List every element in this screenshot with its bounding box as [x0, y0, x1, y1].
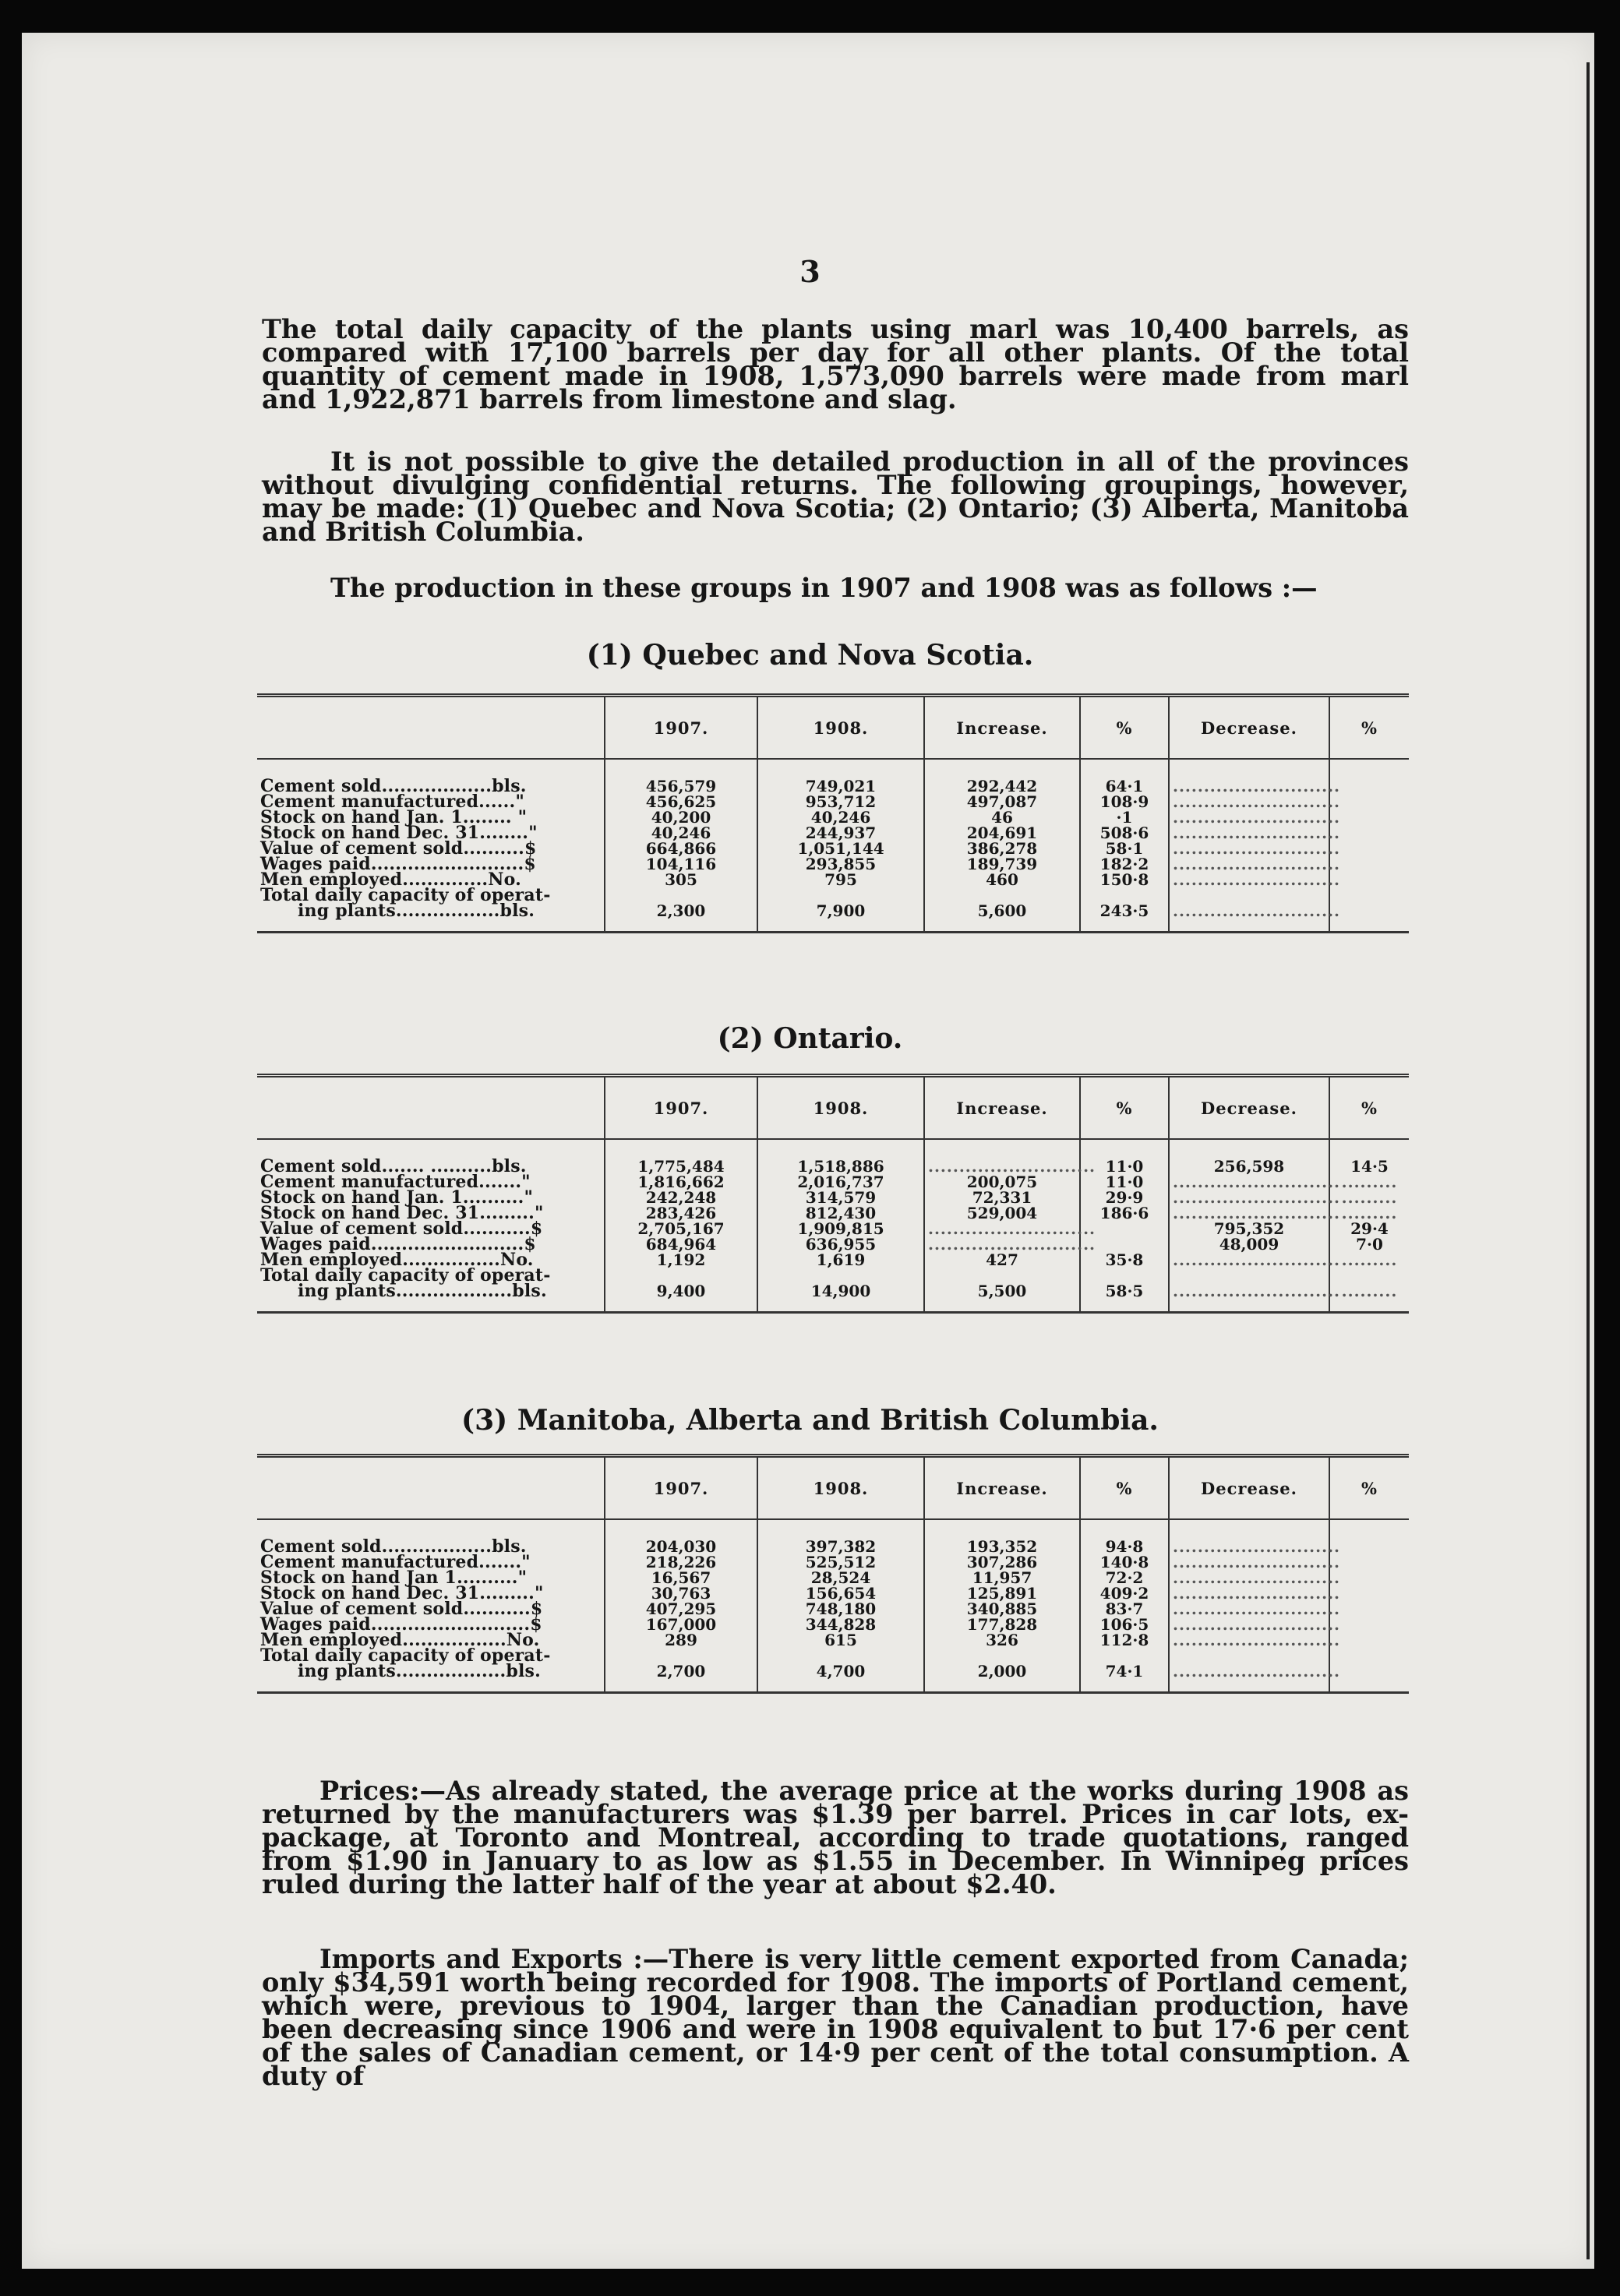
col-header-item [257, 1456, 605, 1520]
table-row [257, 1139, 1409, 1174]
value-1908: 1,051,144 [757, 841, 924, 856]
value-increase: 427 [924, 1252, 1080, 1268]
value-increase: 200,075 [924, 1174, 1080, 1190]
col-header-1907: 1907. [605, 696, 757, 760]
value-decrease: ........................... [1169, 856, 1329, 872]
table-header-row [257, 1456, 1409, 1520]
col-header-increase-pct: % [1080, 696, 1169, 760]
value-decrease-pct [1329, 1268, 1409, 1283]
value-decrease-pct [1329, 1632, 1409, 1648]
table-title-quebec-nova-scotia: (1) Quebec and Nova Scotia. [586, 639, 1034, 672]
value-increase: ........................... [924, 1236, 1080, 1252]
row-label [257, 903, 605, 933]
value-increase [924, 1648, 1080, 1663]
value-1907: 16,567 [605, 1570, 757, 1585]
value-decrease [1169, 1648, 1329, 1663]
value-decrease: ........................... [1169, 903, 1329, 933]
value-increase-pct: 106·5 [1080, 1617, 1169, 1632]
row-label: Stock on hand Dec. 31........." [260, 1203, 544, 1223]
value-1908 [757, 1648, 924, 1663]
value-increase: 326 [924, 1632, 1080, 1648]
row-label: Stock on hand Jan. 1........ " [260, 807, 528, 827]
table-title-manitoba-alberta-bc: (3) Manitoba, Alberta and British Columbia. [461, 1404, 1159, 1437]
col-header-item [257, 1076, 605, 1140]
value-decrease-pct: 29·4 [1329, 1221, 1409, 1236]
value-1907 [605, 1648, 757, 1663]
value-increase [924, 887, 1080, 903]
col-header-decrease-pct: % [1329, 1076, 1409, 1140]
value-1907: 283,426 [605, 1205, 757, 1221]
value-1908: 615 [757, 1632, 924, 1648]
paragraph-prices: Prices:—As already stated, the average price at the works during 1908 as returned by the manufacturers was $1.39 per barrel. Prices in car lots, ex-package, at Toronto and Montreal, according to trade quotations, ranged from $1.90 in January to as low as $1.55 in December. In Winnipeg prices ruled during the latter half of the year at about $2.40. [262, 1776, 1409, 1899]
table-ontario [257, 1074, 1409, 1314]
value-1907 [605, 887, 757, 903]
value-decrease-pct [1329, 809, 1409, 825]
value-increase-pct: 74·1 [1080, 1663, 1169, 1693]
value-decrease-pct [1329, 1554, 1409, 1570]
value-increase: 5,600 [924, 903, 1080, 933]
value-increase-pct: 140·8 [1080, 1554, 1169, 1570]
value-increase: 5,500 [924, 1283, 1080, 1313]
value-decrease-pct [1329, 825, 1409, 841]
value-1907: 1,816,662 [605, 1174, 757, 1190]
paragraph-production-intro: The production in these groups in 1907 and 1908 was as follows :— [330, 573, 1318, 603]
value-1907: 104,116 [605, 856, 757, 872]
row-label: Cement sold....... ..........bls. [260, 1156, 527, 1176]
value-1908: 953,712 [757, 794, 924, 809]
col-header-increase: Increase. [924, 1456, 1080, 1520]
col-header-item [257, 696, 605, 760]
value-increase: 46 [924, 809, 1080, 825]
table-row [257, 1283, 1409, 1313]
value-increase-pct: 186·6 [1080, 1205, 1169, 1221]
value-1908: 2,016,737 [757, 1174, 924, 1190]
value-decrease: ........................... [1169, 1632, 1329, 1648]
value-decrease: ........................... [1169, 809, 1329, 825]
row-label: Cement sold..................bls. [260, 1536, 527, 1557]
value-1907: 9,400 [605, 1283, 757, 1313]
value-1907: 305 [605, 872, 757, 887]
row-label: Cement manufactured......." [260, 1172, 531, 1192]
value-increase-pct: 508·6 [1080, 825, 1169, 841]
value-increase-pct [1080, 887, 1169, 903]
value-1908: 314,579 [757, 1190, 924, 1205]
value-increase-pct: 112·8 [1080, 1632, 1169, 1648]
value-decrease: 795,352 [1169, 1221, 1329, 1236]
value-1907: 289 [605, 1632, 757, 1648]
value-increase: 2,000 [924, 1663, 1080, 1693]
value-1907: 167,000 [605, 1617, 757, 1632]
value-increase-pct: ·1 [1080, 809, 1169, 825]
value-1908: 293,855 [757, 856, 924, 872]
value-decrease: ........................... [1169, 1570, 1329, 1585]
value-increase-pct: 409·2 [1080, 1585, 1169, 1601]
value-1907: 664,866 [605, 841, 757, 856]
value-increase-pct [1080, 1648, 1169, 1663]
value-decrease-pct [1329, 1663, 1409, 1693]
value-decrease: ........................... [1169, 1617, 1329, 1632]
row-label: Stock on hand Jan 1.........." [260, 1568, 528, 1588]
table-row [257, 903, 1409, 933]
value-increase-pct: 243·5 [1080, 903, 1169, 933]
row-label: Men employed................No. [260, 1250, 534, 1270]
value-1908 [757, 1268, 924, 1283]
row-label: Stock on hand Dec. 31........" [260, 823, 538, 843]
value-decrease-pct [1329, 1601, 1409, 1617]
value-decrease-pct [1329, 903, 1409, 933]
paragraph-marl-capacity: The total daily capacity of the plants using marl was 10,400 barrels, as compared with 17,100 barrels per day for all other plants. Of the total quantity of cement made in 1908, 1,573,090 barrels were made from marl and 1,922,871 barrels from limestone and slag. [262, 314, 1409, 414]
value-1907: 30,763 [605, 1585, 757, 1601]
value-decrease-pct: ......... [1329, 1190, 1409, 1205]
value-decrease-pct: 7·0 [1329, 1236, 1409, 1252]
value-decrease: ........................... [1169, 1519, 1329, 1554]
value-increase-pct: 58·1 [1080, 841, 1169, 856]
value-decrease-pct [1329, 1519, 1409, 1554]
value-1908: 749,021 [757, 759, 924, 794]
value-1907: 204,030 [605, 1519, 757, 1554]
table-header-row [257, 696, 1409, 760]
table-title-ontario: (2) Ontario. [717, 1022, 903, 1055]
col-header-1908: 1908. [757, 1076, 924, 1140]
col-header-decrease: Decrease. [1169, 1076, 1329, 1140]
col-header-increase: Increase. [924, 1076, 1080, 1140]
value-decrease-pct [1329, 759, 1409, 794]
value-1908: 344,828 [757, 1617, 924, 1632]
value-1907: 407,295 [605, 1601, 757, 1617]
value-increase [924, 1268, 1080, 1283]
row-label: Cement sold..................bls. [260, 776, 527, 796]
row-label: Men employed..............No. [260, 869, 521, 890]
value-1907: 1,775,484 [605, 1139, 757, 1174]
value-increase: 189,739 [924, 856, 1080, 872]
col-header-1908: 1908. [757, 696, 924, 760]
value-decrease-pct [1329, 872, 1409, 887]
value-1907: 456,579 [605, 759, 757, 794]
col-header-increase-pct: % [1080, 1076, 1169, 1140]
value-1907: 2,705,167 [605, 1221, 757, 1236]
col-header-increase: Increase. [924, 696, 1080, 760]
row-label [257, 1283, 605, 1313]
value-decrease: 48,009 [1169, 1236, 1329, 1252]
value-increase-pct: 150·8 [1080, 872, 1169, 887]
value-increase-pct: 58·5 [1080, 1283, 1169, 1313]
table-quebec-nova-scotia [257, 693, 1409, 933]
col-header-decrease-pct: % [1329, 1456, 1409, 1520]
value-1907: 456,625 [605, 794, 757, 809]
col-header-1907: 1907. [605, 1456, 757, 1520]
value-1908: 4,700 [757, 1663, 924, 1693]
value-increase-pct: 35·8 [1080, 1252, 1169, 1268]
value-1908: 636,955 [757, 1236, 924, 1252]
value-increase-pct: 108·9 [1080, 794, 1169, 809]
row-label: Value of cement sold...........$ [260, 1219, 543, 1239]
row-label: Men employed.................No. [260, 1630, 540, 1650]
row-label: Wages paid..........................$ [260, 1614, 542, 1635]
paragraph-imports-exports: Imports and Exports :—There is very little cement exported from Canada; only $34,591 worth being recorded for 1908. The imports of Portland cement, which were, previous to 1904, larger than the Canadian production, have been decreasing since 1906 and were in 1908 equivalent to but 17·6 per cent of the sales of Canadian cement, or 14·9 per cent of the total consumption. A duty of [262, 1944, 1409, 2091]
value-increase: 177,828 [924, 1617, 1080, 1632]
value-increase: 386,278 [924, 841, 1080, 856]
row-label: Wages paid.........................$ [260, 854, 536, 874]
value-1907: 218,226 [605, 1554, 757, 1570]
value-decrease-pct [1329, 856, 1409, 872]
value-increase-pct: 11·0 [1080, 1174, 1169, 1190]
row-label: Total daily capacity of operat- [260, 885, 551, 905]
value-1908: 40,246 [757, 809, 924, 825]
value-decrease: ........................... [1169, 1205, 1329, 1221]
value-decrease: ........................... [1169, 1601, 1329, 1617]
value-decrease-pct [1329, 1648, 1409, 1663]
row-label-text: ing plants.................bls. [298, 901, 535, 921]
col-header-decrease: Decrease. [1169, 696, 1329, 760]
value-increase-pct: 29·9 [1080, 1190, 1169, 1205]
value-decrease [1169, 1268, 1329, 1283]
value-increase-pct: 182·2 [1080, 856, 1169, 872]
value-1908: 7,900 [757, 903, 924, 933]
value-1908: 812,430 [757, 1205, 924, 1221]
value-increase: ........................... [924, 1139, 1080, 1174]
value-decrease: ........................... [1169, 759, 1329, 794]
value-1908: 748,180 [757, 1601, 924, 1617]
value-increase: 72,331 [924, 1190, 1080, 1205]
value-decrease: ........................... [1169, 1554, 1329, 1570]
row-label: Total daily capacity of operat- [260, 1645, 551, 1666]
table-row [257, 1519, 1409, 1554]
value-1907 [605, 1268, 757, 1283]
table-header-row [257, 1076, 1409, 1140]
row-label [257, 1663, 605, 1693]
value-1907: 242,248 [605, 1190, 757, 1205]
value-decrease-pct: ......... [1329, 1205, 1409, 1221]
value-1907: 2,700 [605, 1663, 757, 1693]
row-label: Value of cement sold..........$ [260, 838, 537, 859]
row-label: Value of cement sold...........$ [260, 1599, 543, 1619]
value-1908: 397,382 [757, 1519, 924, 1554]
value-decrease: ........................... [1169, 841, 1329, 856]
table-manitoba-alberta-bc [257, 1454, 1409, 1694]
value-decrease-pct [1329, 1570, 1409, 1585]
value-increase: 11,957 [924, 1570, 1080, 1585]
value-1907: 684,964 [605, 1236, 757, 1252]
page-number: 3 [799, 254, 821, 289]
value-1908: 525,512 [757, 1554, 924, 1570]
value-decrease-pct [1329, 841, 1409, 856]
value-1908: 1,518,886 [757, 1139, 924, 1174]
value-decrease: ........................... [1169, 872, 1329, 887]
value-decrease-pct: ......... [1329, 1283, 1409, 1313]
value-decrease-pct [1329, 794, 1409, 809]
value-1908: 1,619 [757, 1252, 924, 1268]
value-increase: 204,691 [924, 825, 1080, 841]
value-1908: 795 [757, 872, 924, 887]
value-decrease: ........................... [1169, 825, 1329, 841]
value-1908: 1,909,815 [757, 1221, 924, 1236]
col-header-decrease-pct: % [1329, 696, 1409, 760]
value-1907: 40,246 [605, 825, 757, 841]
value-decrease-pct [1329, 1617, 1409, 1632]
value-increase-pct: 11·0 [1080, 1139, 1169, 1174]
value-1908: 14,900 [757, 1283, 924, 1313]
value-increase: 292,442 [924, 759, 1080, 794]
row-label-text: ing plants..................bls. [298, 1661, 541, 1681]
row-label: Cement manufactured......." [260, 1552, 531, 1572]
value-increase: 340,885 [924, 1601, 1080, 1617]
page-edge-shadow [1586, 62, 1590, 2259]
row-label: Wages paid.........................$ [260, 1234, 536, 1254]
value-increase: 307,286 [924, 1554, 1080, 1570]
value-increase-pct: 72·2 [1080, 1570, 1169, 1585]
row-label: Cement manufactured......" [260, 792, 524, 812]
value-increase: 497,087 [924, 794, 1080, 809]
table-row [257, 759, 1409, 794]
value-decrease: ........................... [1169, 1174, 1329, 1190]
value-decrease: ........................... [1169, 1663, 1329, 1693]
value-1908: 156,654 [757, 1585, 924, 1601]
row-label: Stock on hand Jan. 1.........." [260, 1187, 534, 1208]
value-decrease [1169, 887, 1329, 903]
value-increase: 529,004 [924, 1205, 1080, 1221]
value-1908: 28,524 [757, 1570, 924, 1585]
value-increase-pct: 94·8 [1080, 1519, 1169, 1554]
value-decrease-pct [1329, 1585, 1409, 1601]
value-1907: 1,192 [605, 1252, 757, 1268]
value-increase-pct: 83·7 [1080, 1601, 1169, 1617]
value-increase: 193,352 [924, 1519, 1080, 1554]
value-1908: 244,937 [757, 825, 924, 841]
value-increase-pct [1080, 1268, 1169, 1283]
value-decrease-pct [1329, 887, 1409, 903]
col-header-1907: 1907. [605, 1076, 757, 1140]
value-1908 [757, 887, 924, 903]
col-header-increase-pct: % [1080, 1456, 1169, 1520]
value-decrease-pct: ......... [1329, 1174, 1409, 1190]
value-increase: ........................... [924, 1221, 1080, 1236]
value-decrease-pct: ......... [1329, 1252, 1409, 1268]
value-decrease: ........................... [1169, 794, 1329, 809]
value-decrease-pct: 14·5 [1329, 1139, 1409, 1174]
value-increase: 125,891 [924, 1585, 1080, 1601]
value-increase-pct: 64·1 [1080, 759, 1169, 794]
value-increase: 460 [924, 872, 1080, 887]
row-label: Total daily capacity of operat- [260, 1265, 551, 1286]
value-decrease: ........................... [1169, 1283, 1329, 1313]
col-header-1908: 1908. [757, 1456, 924, 1520]
value-decrease: ........................... [1169, 1190, 1329, 1205]
value-decrease: ........................... [1169, 1585, 1329, 1601]
row-label-text: ing plants...................bls. [298, 1281, 547, 1301]
paragraph-groupings: It is not possible to give the detailed production in all of the provinces without divulging confidential returns. The following groupings, however, may be made: (1) Quebec and Nova Scotia; (2) Ontario; (3) Alberta, Manitoba and British Columbia. [262, 446, 1409, 547]
row-label: Stock on hand Dec. 31........." [260, 1583, 544, 1603]
col-header-decrease: Decrease. [1169, 1456, 1329, 1520]
value-decrease: 256,598 [1169, 1139, 1329, 1174]
value-decrease: ........................... [1169, 1252, 1329, 1268]
table-row [257, 1663, 1409, 1693]
value-1907: 40,200 [605, 809, 757, 825]
value-1907: 2,300 [605, 903, 757, 933]
